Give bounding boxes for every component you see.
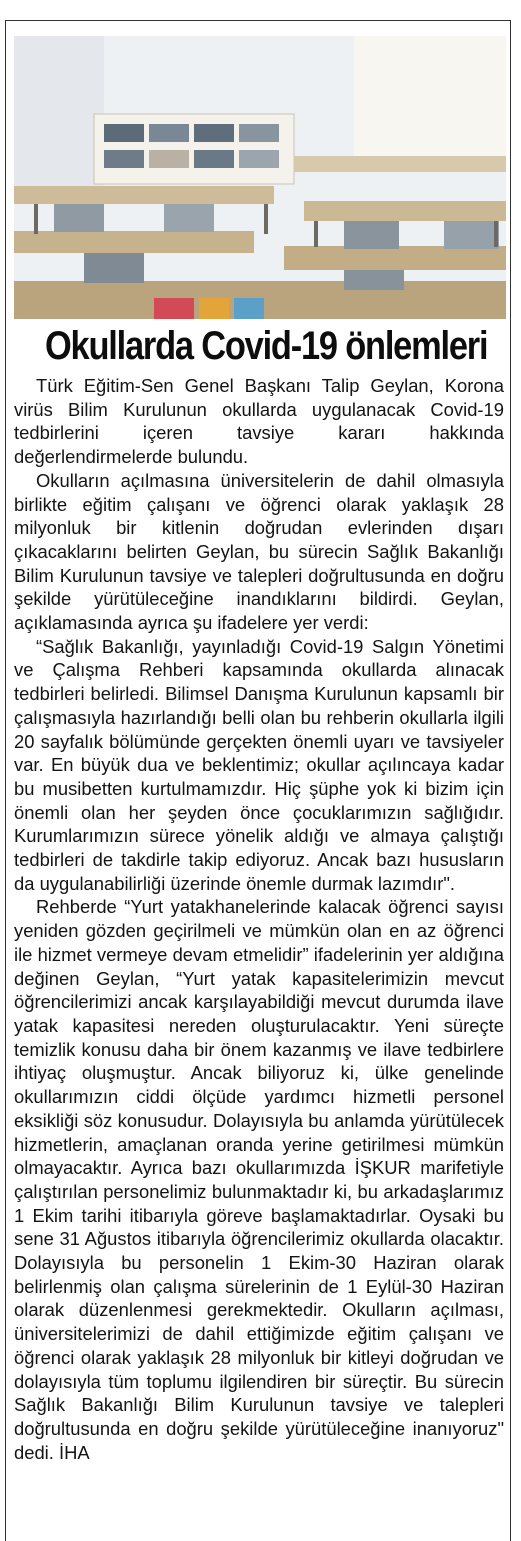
classroom-photo (14, 36, 506, 319)
paragraph: Okulların açılmasına üniversitelerin de dahil olmasıyla birlikte eğitim çalışanı ve öğrenci olarak yaklaşık 28 milyonluk bir kitlenin doğrudan evlerinden dışarı çıkacaklarını belirten Geylan, bu sürecin Sağlık Bakanlığı Bilim Kurulunun tavsiye ve talepleri doğrultusunda en doğru şekilde yürütüleceğine inandıklarını bildirdi. Geylan, açıklamasında ayrıca şu ifadelere yer verdi: (14, 469, 504, 634)
paragraph: Türk Eğitim-Sen Genel Başkanı Talip Geylan, Korona virüs Bilim Kurulunun okullarda uygulanacak Covid-19 tedbirlerini içeren tavsiye kararı hakkında değerlendirmelerde bulundu. (14, 375, 504, 468)
article-body (14, 374, 504, 1464)
paragraph: “Sağlık Bakanlığı, yayınladığı Covid-19 Salgın Yönetimi ve Çalışma Rehberi kapsamında okullarda alınacak tedbirleri belirledi. Bilimsel Danışma Kurulunun kapsamlı bir çalışmasıyla hazırlandığı belli olan bu rehberin okullarla ilgili 20 sayfalık bölümünde gerçekten önemli uyarı ve tavsiyeler var. En büyük dua ve beklentimiz; okullar açılıncaya kadar bu musibetten kurtulmamızdır. Hiç şüphe yok ki bizim için önemli olan her şeyden önce çocuklarımızın sağlığıdır. Kurumlarımızın sürece yönelik aldığı ve almaya çalıştığı tedbirleri de takdirle takip ediyoruz. Ancak bazı hususların da uygulanabilirliği üzerinde önemle durmak lazımdır". (14, 635, 504, 894)
headline: Okullarda Covid-19 önlemleri (45, 324, 488, 368)
paragraph: Rehberde “Yurt yatakhanelerinde kalacak öğrenci sayısı yeniden gözden geçirilmeli ve mümkün olan en az öğrenci ile hizmet vermeye devam etmelidir” ifadelerinin yer aldığına değinen Geylan, “Yurt yatak kapasitelerimizin mevcut öğrencilerimizi ancak karşılayabildiği mevcut durumda ilave yatak kapasitesi nereden oluşturulacaktır. Yeni süreçte temizlik konusu daha bir önem kazanmış ve ilave tedbirlere ihtiyaç oluşmuştur. Ancak biliyoruz ki, ülke genelinde okullarımızın ciddi ölçüde yardımcı hizmetli personel eksikliği söz konusudur. Dolayısıyla bu anlamda yürütülecek hizmetlerin, amaçlanan oranda yerine getirilmesi mümkün olmayacaktır. Ayrıca bazı okullarımızda İŞKUR marifetiyle çalıştırılan personelimiz bulunmaktadır ki, bu arkadaşlarımız 1 Ekim tarihi itibarıyla göreve başlamaktadırlar. Oysaki bu sene 31 Ağustos itibarıyla öğrencilerimiz okullarda olacaktır. Dolayısıyla bu personelin 1 Ekim-30 Haziran olarak belirlenmiş olan çalışma sürelerinin de 1 Eylül-30 Haziran olarak düzenlenmesi gerekmektedir. Okulların açılması, üniversitelerimizi de dahil ettiğimizde eğitim çalışanı ve öğrenci olarak yaklaşık 28 milyonluk bir kitleyi doğrudan ve dolayısıyla tüm toplumu ilgilendiren bir süreçtir. Bu sürecin Sağlık Bakanlığı Bilim Kurulunun tavsiye ve talepleri doğrultusunda en doğru şekilde yürütüleceğine inanıyoruz" dedi. İHA (14, 896, 504, 1463)
